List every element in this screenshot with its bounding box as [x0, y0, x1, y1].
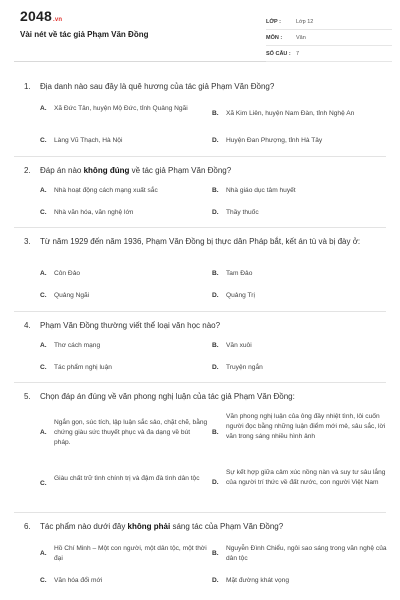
answer-option-d[interactable]: D. Truyện ngắn — [212, 364, 263, 371]
answer-option-a[interactable]: A. Ngắn gọn, súc tích, lập luận sắc sảo, chặt chẽ, bằng chứng giàu sức thuyết phục và đa dạng về bút pháp. — [40, 419, 208, 446]
answer-option-b[interactable]: B. Văn phong nghị luận của ông đầy nhiệt tình, lôi cuốn người đọc bằng những luận điểm mới mẻ, sâu sắc, lời văn trong sáng nhiều hình ảnh — [212, 413, 386, 440]
answer-option-b[interactable]: B. Nhà giáo dục tâm huyết — [212, 187, 296, 194]
divider — [14, 512, 386, 513]
answer-option-d[interactable]: D. Sự kết hợp giữa cảm xúc nồng nàn và suy tư sâu lắng của người trí thức về đất nước, con người Việt Nam — [212, 469, 386, 486]
answer-option-b[interactable]: B. Nguyễn Đình Chiểu, ngôi sao sáng trong văn nghệ của dân tộc — [212, 545, 387, 562]
divider — [14, 311, 386, 312]
question-2 — [14, 156, 386, 226]
answer-option-c[interactable]: C. Tác phẩm nghị luận — [40, 364, 112, 371]
divider — [14, 382, 386, 383]
answer-option-a[interactable]: A. Nhà hoạt động cách mạng xuất sắc — [40, 187, 158, 194]
answer-option-a[interactable]: A. Thơ cách mạng — [40, 342, 101, 349]
answer-option-c[interactable]: C. Nhà văn hóa, văn nghệ lớn — [40, 209, 134, 216]
answer-option-a[interactable]: A. Hồ Chí Minh – Một con người, một dân tộc, một thời đại — [40, 545, 207, 562]
question-text: 6. Tác phẩm nào dưới đây không phải sáng tác của Phạm Văn Đồng? — [24, 522, 284, 531]
divider — [14, 156, 386, 157]
answer-option-c[interactable]: C. Giàu chất trữ tình chính trị và đậm đà tình dân tộc — [40, 475, 200, 487]
page-title: Vài nét về tác giả Phạm Văn Đồng — [20, 30, 149, 39]
answer-option-c[interactable]: C. Văn hóa đổi mới — [40, 577, 103, 584]
question-5 — [14, 382, 386, 512]
question-6 — [14, 512, 386, 598]
answer-option-a[interactable]: A. Côn Đảo — [40, 270, 81, 277]
answer-option-c[interactable]: C. Làng Vũ Thạch, Hà Nội — [40, 137, 123, 144]
answer-option-d[interactable]: D. Huyện Đan Phượng, tỉnh Hà Tây — [212, 137, 323, 144]
meta-row-count: SỐ CÂU : 7 — [266, 46, 392, 62]
question-text: 5. Chọn đáp án đúng về văn phong nghị luận của tác giả Phạm Văn Đồng: — [24, 392, 295, 401]
meta-row-class: LỚP : Lớp 12 — [266, 14, 392, 30]
answer-option-d[interactable]: D. Quảng Trị — [212, 292, 255, 299]
site-logo[interactable]: 2048.vn — [20, 8, 63, 24]
answer-option-c[interactable]: C. Quảng Ngãi — [40, 292, 90, 299]
answer-option-b[interactable]: B. Xã Kim Liên, huyện Nam Đàn, tỉnh Nghệ An — [212, 110, 355, 117]
question-text: 2. Đáp án nào không đúng về tác giả Phạm Văn Đồng? — [24, 166, 232, 175]
answer-option-d[interactable]: D. Thầy thuốc — [212, 209, 259, 216]
answer-option-b[interactable]: B. Tam Đảo — [212, 270, 253, 277]
answer-option-a[interactable]: A. Xã Đức Tân, huyện Mộ Đức, tỉnh Quảng Ngãi — [40, 105, 188, 112]
question-4 — [14, 311, 386, 381]
divider — [14, 227, 386, 228]
meta-row-subject: MÔN : Văn — [266, 30, 392, 46]
worksheet-header — [14, 0, 386, 62]
answer-option-b[interactable]: B. Văn xuôi — [212, 342, 252, 349]
question-1 — [14, 72, 386, 162]
question-text: 3. Từ năm 1929 đến năm 1936, Phạm Văn Đồng bị thực dân Pháp bắt, kết án tù và bị đày ở: — [24, 237, 361, 246]
answer-option-d[interactable]: D. Mặt đường khát vọng — [212, 577, 289, 584]
question-3 — [14, 227, 386, 313]
question-text: 4. Phạm Văn Đồng thường viết thể loại văn học nào? — [24, 321, 221, 330]
meta-info — [266, 14, 392, 62]
question-text: 1. Địa danh nào sau đây là quê hương của tác giả Phạm Văn Đồng? — [24, 82, 275, 91]
